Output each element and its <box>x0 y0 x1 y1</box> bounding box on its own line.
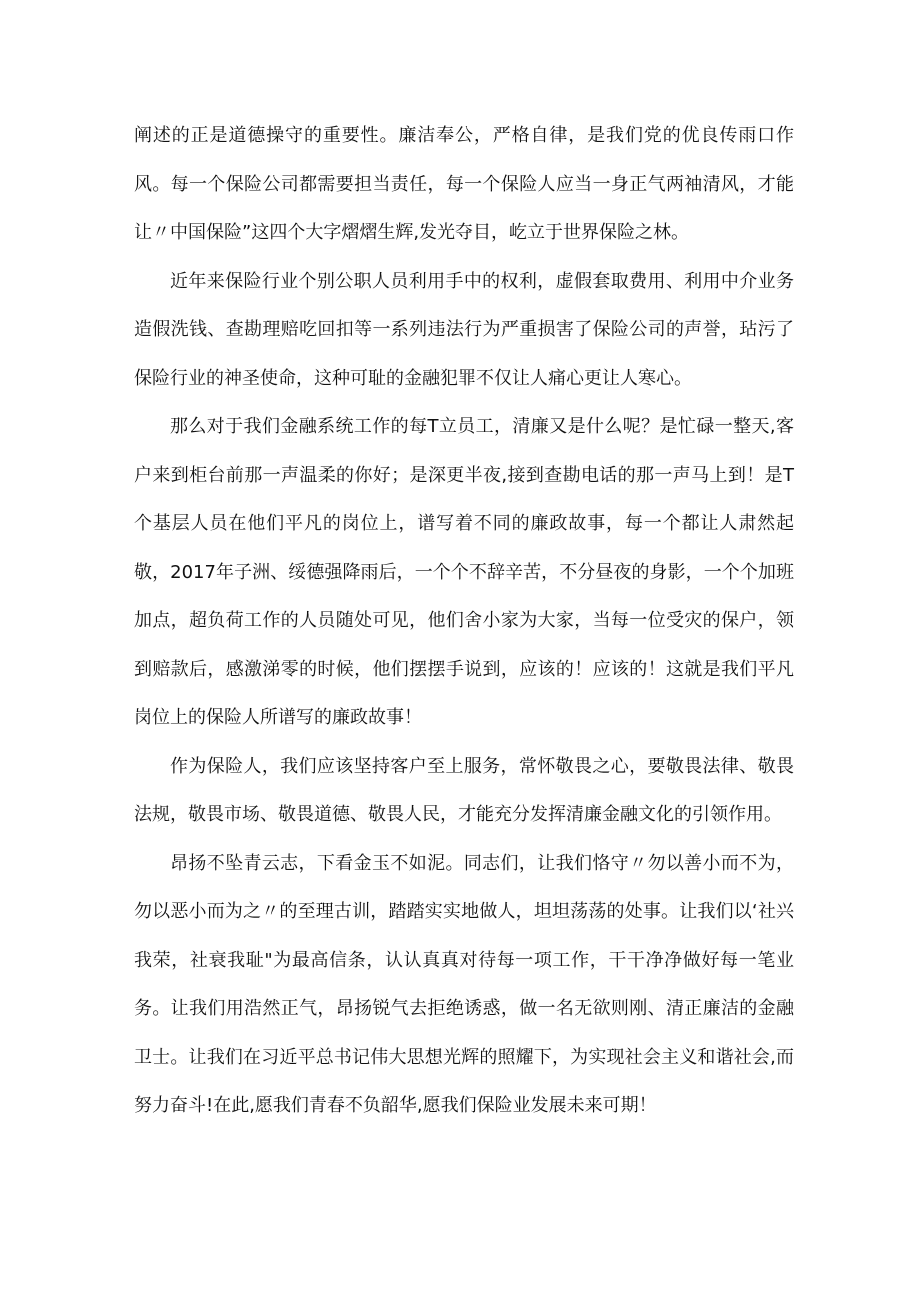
paragraph-1: 阐述的正是道德操守的重要性。廉洁奉公，严格自律，是我们党的优良传雨口作风。每一个保险公司都需要担当责任，每一个保险人应当一身正气两袖清风，才能让〃中国保险”这四个大字熠熠生辉,发光夺目，屹立于世界保险之林。 <box>134 125 794 243</box>
paragraph-5: 昂扬不坠青云志，下看金玉不如泥。同志们，让我们恪守〃勿以善小而不为，勿以恶小而为之〃的至理古训，踏踏实实地做人，坦坦荡荡的处事。让我们以‘社兴我荣，社衰我耻"为最高信条，认认真真对待每一项工作，干干净净做好每一笔业务。让我们用浩然正气，昂扬锐气去拒绝诱惑，做一名无欲则刚、清正廉洁的金融卫士。让我们在习近平总书记伟大思想光辉的照耀下，为实现社会主义和谐社会,而努力奋斗!在此,愿我们青春不负韶华,愿我们保险业发展未来可期！ <box>134 852 794 1116</box>
document-body <box>134 112 794 1131</box>
paragraph-2: 近年来保险行业个别公职人员利用手中的权利，虚假套取费用、利用中介业务造假洗钱、查勘理赔吃回扣等一系列违法行为严重损害了保险公司的声誉，玷污了保险行业的神圣使命，这种可耻的金融犯罪不仅让人痛心更让人寒心。 <box>134 270 794 389</box>
paragraph-3: 那么对于我们金融系统工作的每T立员工，清廉又是什么呢？是忙碌一整天,客户来到柜台前那一声温柔的你好；是深更半夜,接到查勘电话的那一声马上到！是T个基层人员在他们平凡的岗位上，谱写着不同的廉政故事，每一个都让人肃然起敬，2017年子洲、绥德强降雨后，一个个不辞辛苦，不分昼夜的身影，一个个加班加点，超负荷工作的人员随处可见，他们舍小家为大家，当每一位受灾的保户，领到赔款后，感激涕零的时候，他们摆摆手说到，应该的！应该的！这就是我们平凡岗位上的保险人所谱写的廉政故事！ <box>134 416 794 728</box>
paragraph-4: 作为保险人，我们应该坚持客户至上服务，常怀敬畏之心，要敬畏法律、敬畏法规，敬畏市场、敬畏道德、敬畏人民，才能充分发挥清廉金融文化的引领作用。 <box>134 755 794 825</box>
